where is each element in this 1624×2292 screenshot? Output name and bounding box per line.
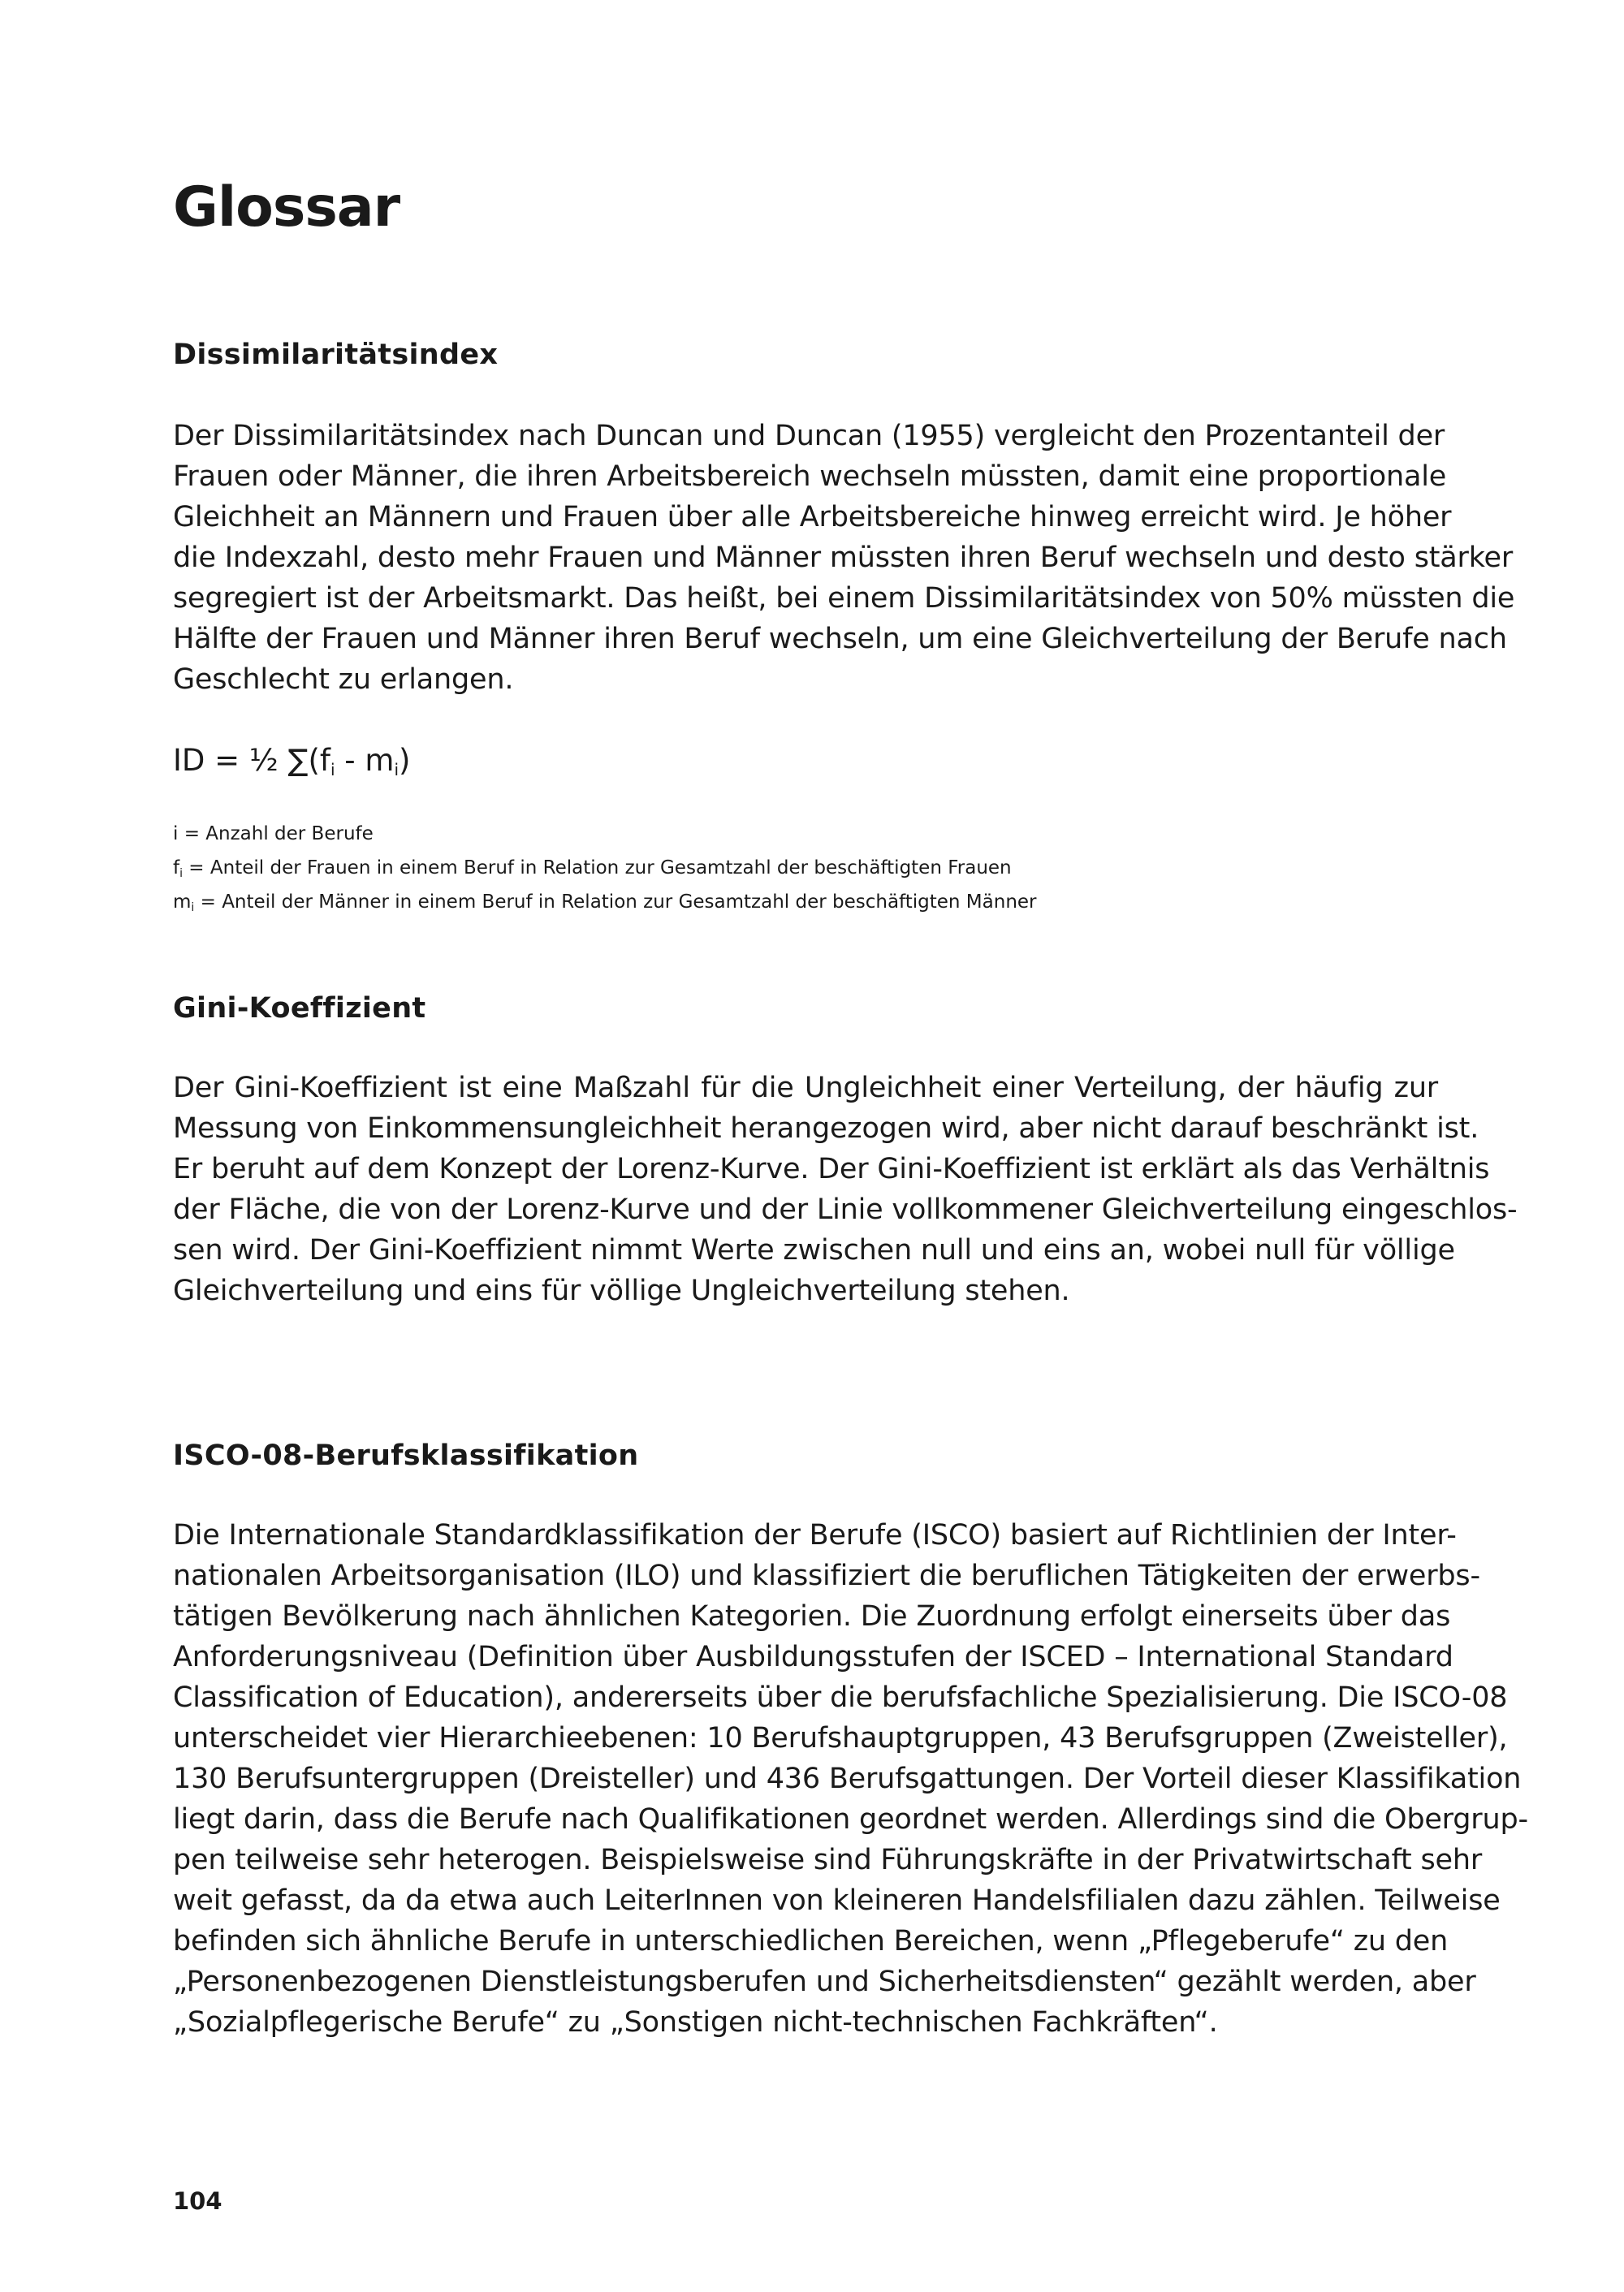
section-body-gini-koeffizient xyxy=(173,1068,1518,1311)
section-heading-isco-08: ISCO-08-Berufsklassifikation xyxy=(173,1440,639,1472)
page-number: 104 xyxy=(173,2187,222,2215)
legend-item: $f_i$ = Anteil der Frauen in einem Beruf in Relation zur Gesamtzahl der beschäftigten Frauen xyxy=(173,857,1012,880)
text-line: Der Gini-Koeffizient ist eine Maßzahl für die Ungleichheit einer Verteilung, der häufig zur xyxy=(173,1072,1438,1104)
section-body-isco-08 xyxy=(173,1515,1528,2043)
text-line: Classification of Education), andererseits über die berufsfachliche Spezialisierung. Die ISCO-08 xyxy=(173,1681,1508,1714)
text-line: befinden sich ähnliche Berufe in unterschiedlichen Bereichen, wenn „Pflegeberufe“ zu den xyxy=(173,1925,1449,1957)
section-heading-dissimilaritaetsindex: Dissimilaritätsindex xyxy=(173,339,499,371)
text-line: Geschlecht zu erlangen. xyxy=(173,663,514,696)
formula-legend xyxy=(173,820,1037,922)
text-line: sen wird. Der Gini-Koeffizient nimmt Werte zwischen null und eins an, wobei null für völlige xyxy=(173,1234,1455,1267)
text-line: 130 Berufsuntergruppen (Dreisteller) und 436 Berufsgattungen. Der Vorteil dieser Klassifikation xyxy=(173,1763,1522,1795)
section-body-dissimilaritaetsindex xyxy=(173,416,1515,700)
text-line: „Personenbezogenen Dienstleistungsberufen und Sicherheitsdiensten“ gezählt werden, aber xyxy=(173,1966,1476,1998)
text-line: unterscheidet vier Hierarchieebenen: 10 Berufshauptgruppen, 43 Berufsgruppen (Zweisteller), xyxy=(173,1722,1508,1755)
text-line: Hälfte der Frauen und Männer ihren Beruf wechseln, um eine Gleichverteilung der Berufe nach xyxy=(173,623,1507,655)
dissimilarity-formula: ID = ½ $\sum(f_i - m_i)$ xyxy=(173,743,411,779)
text-line: Er beruht auf dem Konzept der Lorenz-Kurve. Der Gini-Koeffizient ist erklärt als das Verhältnis xyxy=(173,1153,1490,1185)
text-line: Gleichheit an Männern und Frauen über alle Arbeitsbereiche hinweg erreicht wird. Je höher xyxy=(173,501,1452,533)
text-line: Der Dissimilaritätsindex nach Duncan und Duncan (1955) vergleicht den Prozentanteil der xyxy=(173,420,1445,452)
text-line: nationalen Arbeitsorganisation (ILO) und klassifiziert die beruflichen Tätigkeiten der erwerbs- xyxy=(173,1560,1480,1592)
text-line: liegt darin, dass die Berufe nach Qualifikationen geordnet werden. Allerdings sind die Obergrup- xyxy=(173,1803,1528,1836)
text-line: Die Internationale Standardklassifikation der Berufe (ISCO) basiert auf Richtlinien der Inter- xyxy=(173,1519,1457,1552)
text-line: Frauen oder Männer, die ihren Arbeitsbereich wechseln müssten, damit eine proportionale xyxy=(173,460,1447,493)
text-line: Anforderungsniveau (Definition über Ausbildungsstufen der ISCED – International Standard xyxy=(173,1641,1453,1673)
text-line: pen teilweise sehr heterogen. Beispielsweise sind Führungskräfte in der Privatwirtschaft sehr xyxy=(173,1844,1483,1876)
text-line: Messung von Einkommensungleichheit herangezogen wird, aber nicht darauf beschränkt ist. xyxy=(173,1112,1479,1145)
legend-item: $m_i$ = Anteil der Männer in einem Beruf in Relation zur Gesamtzahl der beschäftigten Männer xyxy=(173,891,1037,914)
text-line: die Indexzahl, desto mehr Frauen und Männer müssten ihren Beruf wechseln und desto stärker xyxy=(173,542,1514,574)
text-line: „Sozialpflegerische Berufe“ zu „Sonstigen nicht-technischen Fachkräften“. xyxy=(173,2006,1218,2039)
text-line: weit gefasst, da da etwa auch LeiterInnen von kleineren Handelsfilialen dazu zählen. Teilweise xyxy=(173,1884,1501,1917)
text-line: tätigen Bevölkerung nach ähnlichen Kategorien. Die Zuordnung erfolgt einerseits über das xyxy=(173,1600,1451,1633)
text-line: segregiert ist der Arbeitsmarkt. Das heißt, bei einem Dissimilaritätsindex von 50% müssten die xyxy=(173,582,1515,615)
legend-item: i = Anzahl der Berufe xyxy=(173,823,374,844)
page-title: Glossar xyxy=(173,175,400,240)
text-line: Gleichverteilung und eins für völlige Ungleichverteilung stehen. xyxy=(173,1275,1070,1307)
text-line: der Fläche, die von der Lorenz-Kurve und der Linie vollkommener Gleichverteilung eingeschlos- xyxy=(173,1193,1518,1226)
section-heading-gini-koeffizient: Gini-Koeffizient xyxy=(173,992,426,1025)
